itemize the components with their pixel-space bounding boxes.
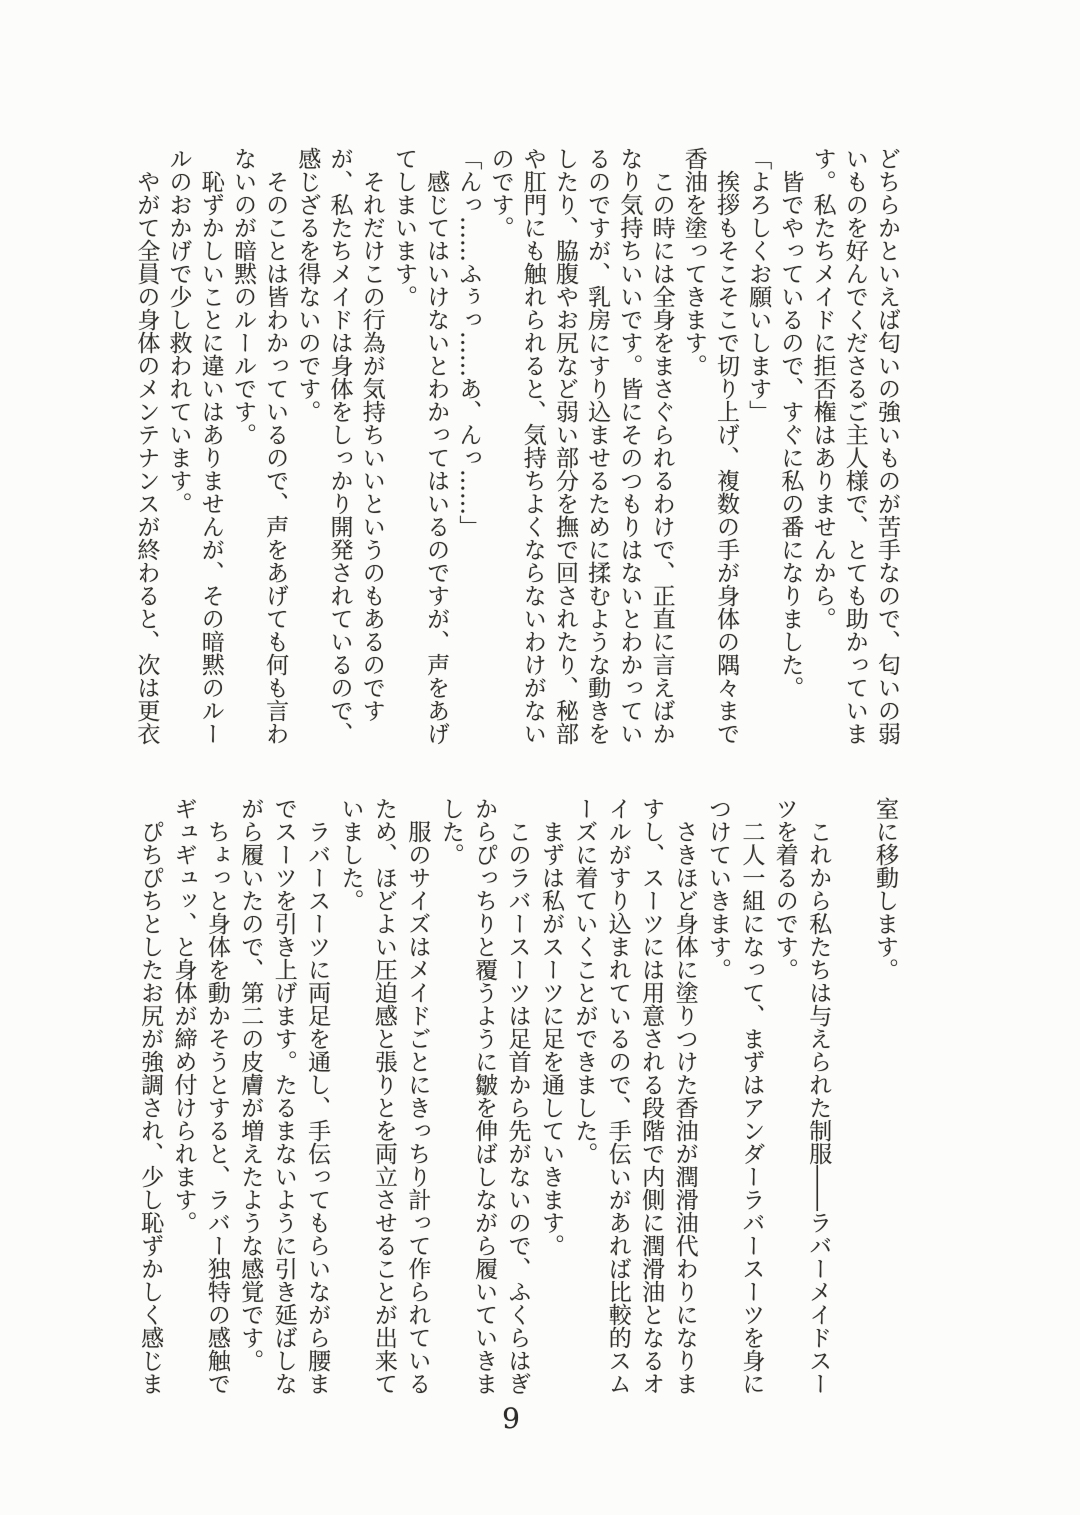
text-line: やがて全員の身体のメンテナンスが終わると、次は更衣 xyxy=(133,170,160,745)
text-line: したり、脇腹やお尻など弱い部分を撫で回されたり、秘部 xyxy=(551,147,578,745)
text-line: さきほど身体に塗りつけた香油が潤滑油代わりになりま xyxy=(671,820,698,1395)
text-line: がら履いたので、第二の皮膚が増えたような感覚です。 xyxy=(237,797,264,1372)
text-line: 恥ずかしいことに違いはありませんが、その暗黙のルー xyxy=(197,170,224,745)
text-line: いました。 xyxy=(337,797,364,912)
text-line: でスーツを引き上げます。たるまないように引き延ばしな xyxy=(270,797,297,1395)
text-line xyxy=(834,797,867,1398)
text-line: 感じざるを得ないのです。 xyxy=(294,147,321,423)
text-line: 香油を塗ってきます。 xyxy=(680,147,707,377)
text-line: るのですが、乳房にすり込ませるために揉むような動きを xyxy=(584,147,611,745)
text-line: 服のサイズはメイドごとにきっちり計って作られている xyxy=(404,820,431,1395)
text-line: ラバースーツに両足を通し、手伝ってもらいながら腰ま xyxy=(304,820,331,1395)
text-line: 「んっ……ふぅっ……あ、んっ……」 xyxy=(455,147,482,538)
text-line: が、私たちメイドは身体をしっかり開発されているので、 xyxy=(326,147,353,745)
text-line: 室に移動します。 xyxy=(872,797,898,981)
text-line: なり気持ちいいです。皆にそのつもりはないとわかってい xyxy=(616,147,643,745)
text-line: 挨拶もそこそこで切り上げ、複数の手が身体の隅々まで xyxy=(712,170,739,745)
text-line: ぴちぴちとしたお尻が強調され、少し恥ずかしく感じま xyxy=(137,820,164,1395)
text-line: ーズに着ていくことができました。 xyxy=(571,797,598,1165)
text-line: それだけこの行為が気持ちいいというのもあるのです xyxy=(358,170,385,722)
text-line: のです。 xyxy=(487,147,514,239)
text-line: いものを好んでくださるご主人様で、とても助かっていま xyxy=(841,147,868,745)
text-line: ツを着るのです。 xyxy=(771,797,798,981)
text-line: す。私たちメイドに拒否権はありませんから。 xyxy=(809,147,836,630)
text-line: ないのが暗黙のルールです。 xyxy=(229,147,256,446)
text-line: このラバースーツは足首から先がないので、ふくらはぎ xyxy=(504,820,531,1395)
text-line: すし、スーツには用意される段階で内側に潤滑油となるオ xyxy=(638,797,665,1395)
text-line: どちらかといえば匂いの強いものが苦手なので、匂いの弱 xyxy=(874,147,900,745)
text-line: イルがすり込まれているので、手伝いがあれば比較的スム xyxy=(604,797,631,1395)
text-line: 皆でやっているので、すぐに私の番になりました。 xyxy=(777,170,804,699)
text-line: まずは私がスーツに足を通していきます。 xyxy=(537,820,564,1257)
bottom-text-block xyxy=(133,797,901,1398)
text-line: この時には全身をまさぐられるわけで、正直に言えばか xyxy=(648,170,675,745)
page-number: 9 xyxy=(502,1402,520,1435)
text-line: ギュギュッ、と身体が締め付けられます。 xyxy=(170,797,197,1234)
text-line: や肛門にも触れられると、気持ちよくならないわけがない xyxy=(519,147,546,745)
text-line: 「よろしくお願いします」 xyxy=(745,147,772,423)
text-line: てしまいます。 xyxy=(390,147,417,308)
text-line: ちょっと身体を動かそうとすると、ラバー独特の感触で xyxy=(203,820,230,1395)
text-line: からぴっちりと覆うように皺を伸ばしながら履いていきま xyxy=(471,797,498,1395)
text-line: 二人一組になって、まずはアンダーラバースーツを身に xyxy=(738,820,765,1395)
text-line: 感じてはいけないとわかってはいるのですが、声をあげ xyxy=(423,170,450,745)
text-line: した。 xyxy=(437,797,464,866)
text-line: ため、ほどよい圧迫感と張りとを両立させることが出来て xyxy=(370,797,397,1395)
text-line: これから私たちは与えられた制服――ラバーメイドスー xyxy=(805,820,832,1395)
top-text-block xyxy=(130,147,903,746)
text-line: ルのおかげで少し救われています。 xyxy=(165,147,192,515)
text-line: つけていきます。 xyxy=(704,797,731,981)
text-line: そのことは皆わかっているので、声をあげても何も言わ xyxy=(262,170,289,745)
